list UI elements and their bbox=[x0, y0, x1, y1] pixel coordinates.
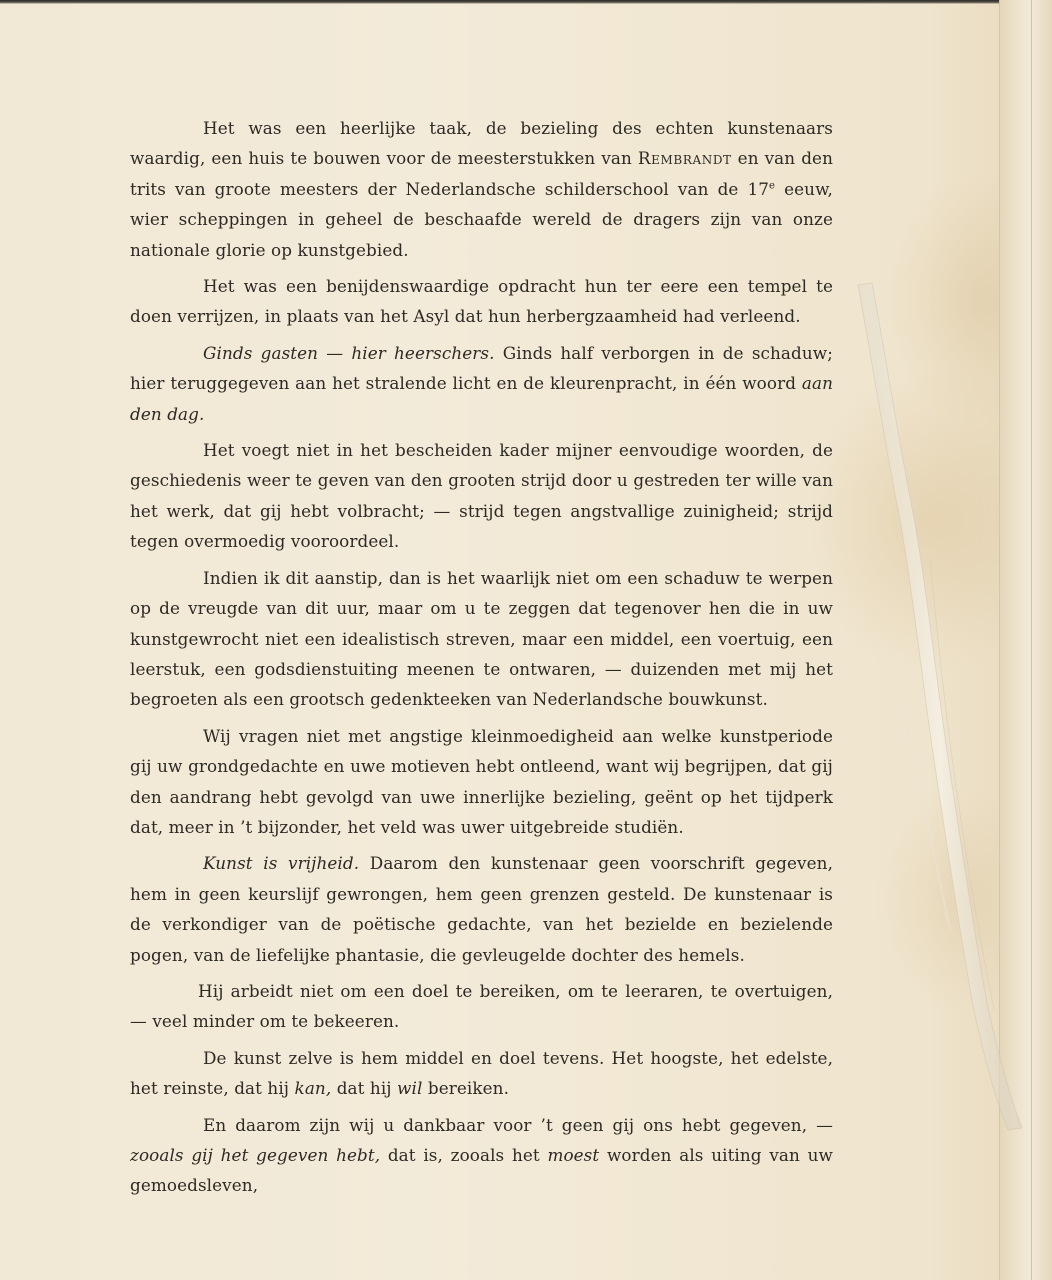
italic-run: kan, bbox=[294, 1078, 332, 1099]
text-run: Daarom den kunstenaar geen voorschrift gegeven, hem in geen keurslijf gewrongen, hem geen grenzen gesteld. De kunstenaar is de verkondiger van de poëtische gedachte, van het bezielde en bezielende pogen, van de liefelijke phantasie, die gevleugelde dochter des hemels. bbox=[130, 853, 834, 965]
text-run: Ginds half verborgen in de schaduw; hier teruggegeven aan het stralende licht en de kleurenpracht, in één woord bbox=[130, 342, 834, 394]
paragraph bbox=[130, 1110, 833, 1201]
paragraph bbox=[130, 271, 833, 332]
text-run: worden als uiting van uw gemoedsleven, bbox=[130, 1145, 833, 1196]
text-run: dat is, zooals het bbox=[380, 1145, 548, 1165]
text-run: En daarom zijn wij u dankbaar voor ’t geen gij ons hebt gegeven, — bbox=[203, 1114, 833, 1135]
page-fold-right bbox=[999, 0, 1052, 1280]
paragraph bbox=[130, 976, 833, 1037]
superscript-e: e bbox=[769, 180, 776, 192]
text-run: en van den trits van groote meesters der Nederlandsche schilderschool van de 17 bbox=[130, 148, 833, 199]
text-run: Wij vragen niet met angstige kleinmoedigheid aan welke kunstperiode gij uw grondgedachte en uwe motieven hebt ontleend, want wij begrijpen, dat gij den aandrang hebt gevolgd van uwe innerlijke bezieling, geënt op het tijdperk dat, meer in ’t bijzonder, het veld was uwer uitgebreide studiën. bbox=[130, 725, 833, 837]
page-fold-line bbox=[1031, 0, 1032, 1280]
italic-run: moest bbox=[547, 1145, 600, 1165]
italic-run: wil bbox=[397, 1078, 423, 1099]
page-top-edge bbox=[0, 0, 1052, 4]
italic-run: Kunst is vrijheid. bbox=[203, 853, 360, 874]
body-text bbox=[130, 113, 833, 1207]
paragraph bbox=[130, 113, 833, 265]
text-run: Het was een heerlijke taak, de bezieling des echten kunstenaars waardig, een huis te bouwen voor de meesterstukken van bbox=[130, 118, 833, 169]
paragraph bbox=[130, 563, 833, 715]
name-rembrandt: Rembrandt bbox=[637, 148, 732, 169]
paragraph bbox=[130, 721, 833, 843]
text-run: Indien ik dit aanstip, dan is het waarlijk niet om een schaduw te werpen op de vreugde van dit uur, maar om u te zeggen dat tegenover hen die in uw kunstgewrocht niet een idealistisch streven, maar een middel, een voertuig, een leerstuk, een godsdienstuiting meenen te ontwaren, — duizenden met mij het begroeten als een grootsch gedenkteeken van Nederlandsche bouwkunst. bbox=[130, 567, 833, 710]
paragraph bbox=[130, 338, 833, 429]
paragraph bbox=[130, 848, 833, 970]
italic-run: aan den dag. bbox=[130, 373, 833, 424]
italic-run: Ginds gasten — hier heerschers. bbox=[203, 342, 495, 363]
paragraph bbox=[130, 435, 833, 557]
text-run: eeuw, wier scheppingen in geheel de beschaafde wereld de dragers zijn van onze nationale glorie op kunstgebied. bbox=[130, 178, 833, 260]
text-run: De kunst zelve is hem middel en doel tevens. Het hoogste, het edelste, het reinste, dat hij bbox=[130, 1047, 833, 1099]
text-run: bereiken. bbox=[422, 1078, 510, 1099]
text-run: Hij arbeidt niet om een doel te bereiken, om te leeraren, te overtuigen, — veel minder om te bekeeren. bbox=[130, 980, 833, 1032]
text-run: Het voegt niet in het bescheiden kader mijner eenvoudige woorden, de geschiedenis weer te geven van den grooten strijd door u gestreden ter wille van het werk, dat gij hebt volbracht; — strijd tegen angstvallige zuinigheid; strijd tegen overmoedig vooroordeel. bbox=[130, 440, 833, 552]
text-run: Het was een benijdenswaardige opdracht hun ter eere een tempel te doen verrijzen, in plaats van het Asyl dat hun herbergzaamheid had verleend. bbox=[130, 276, 833, 327]
paragraph bbox=[130, 1043, 833, 1104]
italic-run: zooals gij het gegeven hebt, bbox=[130, 1145, 381, 1165]
text-run: dat hij bbox=[331, 1078, 398, 1099]
